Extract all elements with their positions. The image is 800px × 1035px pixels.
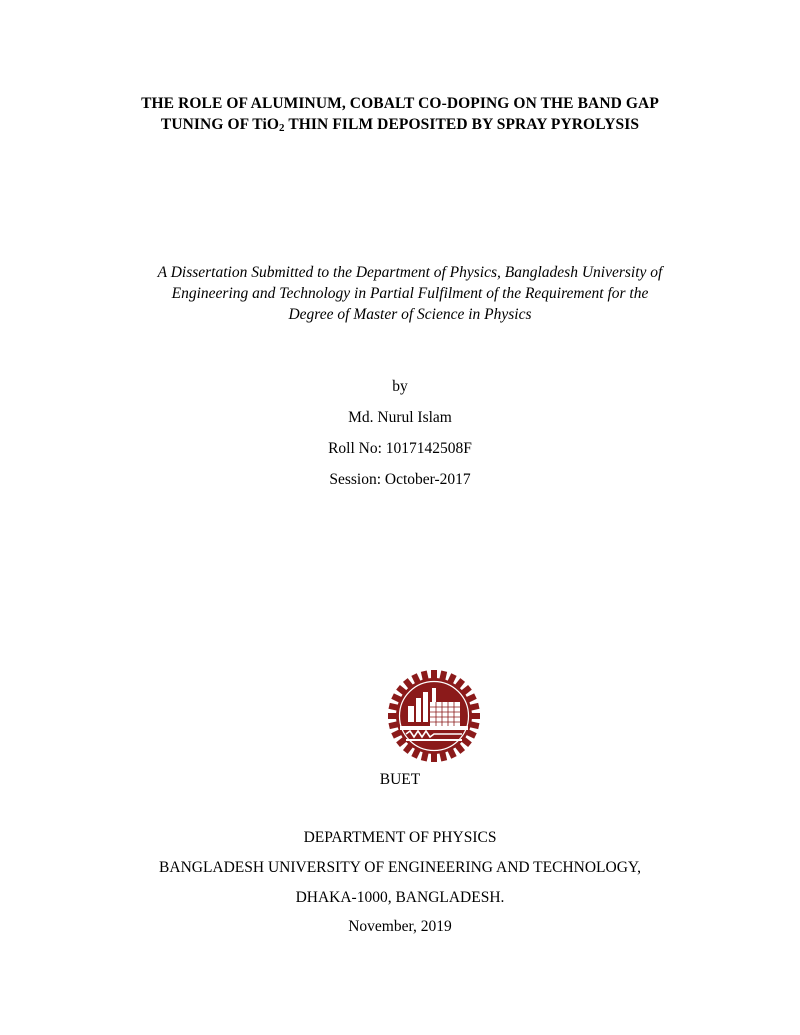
session: Session: October-2017 [329, 471, 471, 488]
title-line-2-end: THIN FILM DEPOSITED BY SPRAY PYROLYSIS [284, 116, 640, 133]
author-name: Md. Nurul Islam [348, 409, 452, 426]
buet-logo [386, 668, 482, 764]
statement-line-3: Degree of Master of Science in Physics [288, 306, 532, 323]
title-subscript: 2 [279, 122, 285, 134]
address: DHAKA-1000, BANGLADESH. [295, 889, 505, 906]
roll-number: Roll No: 1017142508F [328, 440, 472, 457]
logo-caption: BUET [379, 771, 421, 788]
date: November, 2019 [348, 918, 452, 935]
statement-line-2: Engineering and Technology in Partial Fulfilment of the Requirement for the [171, 285, 649, 302]
university: BANGLADESH UNIVERSITY OF ENGINEERING AND TECHNOLOGY, [159, 859, 641, 876]
statement-line-1: A Dissertation Submitted to the Department of Physics, Bangladesh University of [157, 264, 663, 281]
title-line-2 [0, 114, 800, 135]
submission-statement [110, 262, 710, 325]
by-label: by [392, 378, 408, 395]
title-line-1: THE ROLE OF ALUMINUM, COBALT CO-DOPING ON THE BAND GAP [141, 95, 659, 112]
title-line-2-start: TUNING OF TiO [160, 116, 280, 133]
thesis-title [0, 93, 800, 135]
department: DEPARTMENT OF PHYSICS [303, 829, 497, 846]
